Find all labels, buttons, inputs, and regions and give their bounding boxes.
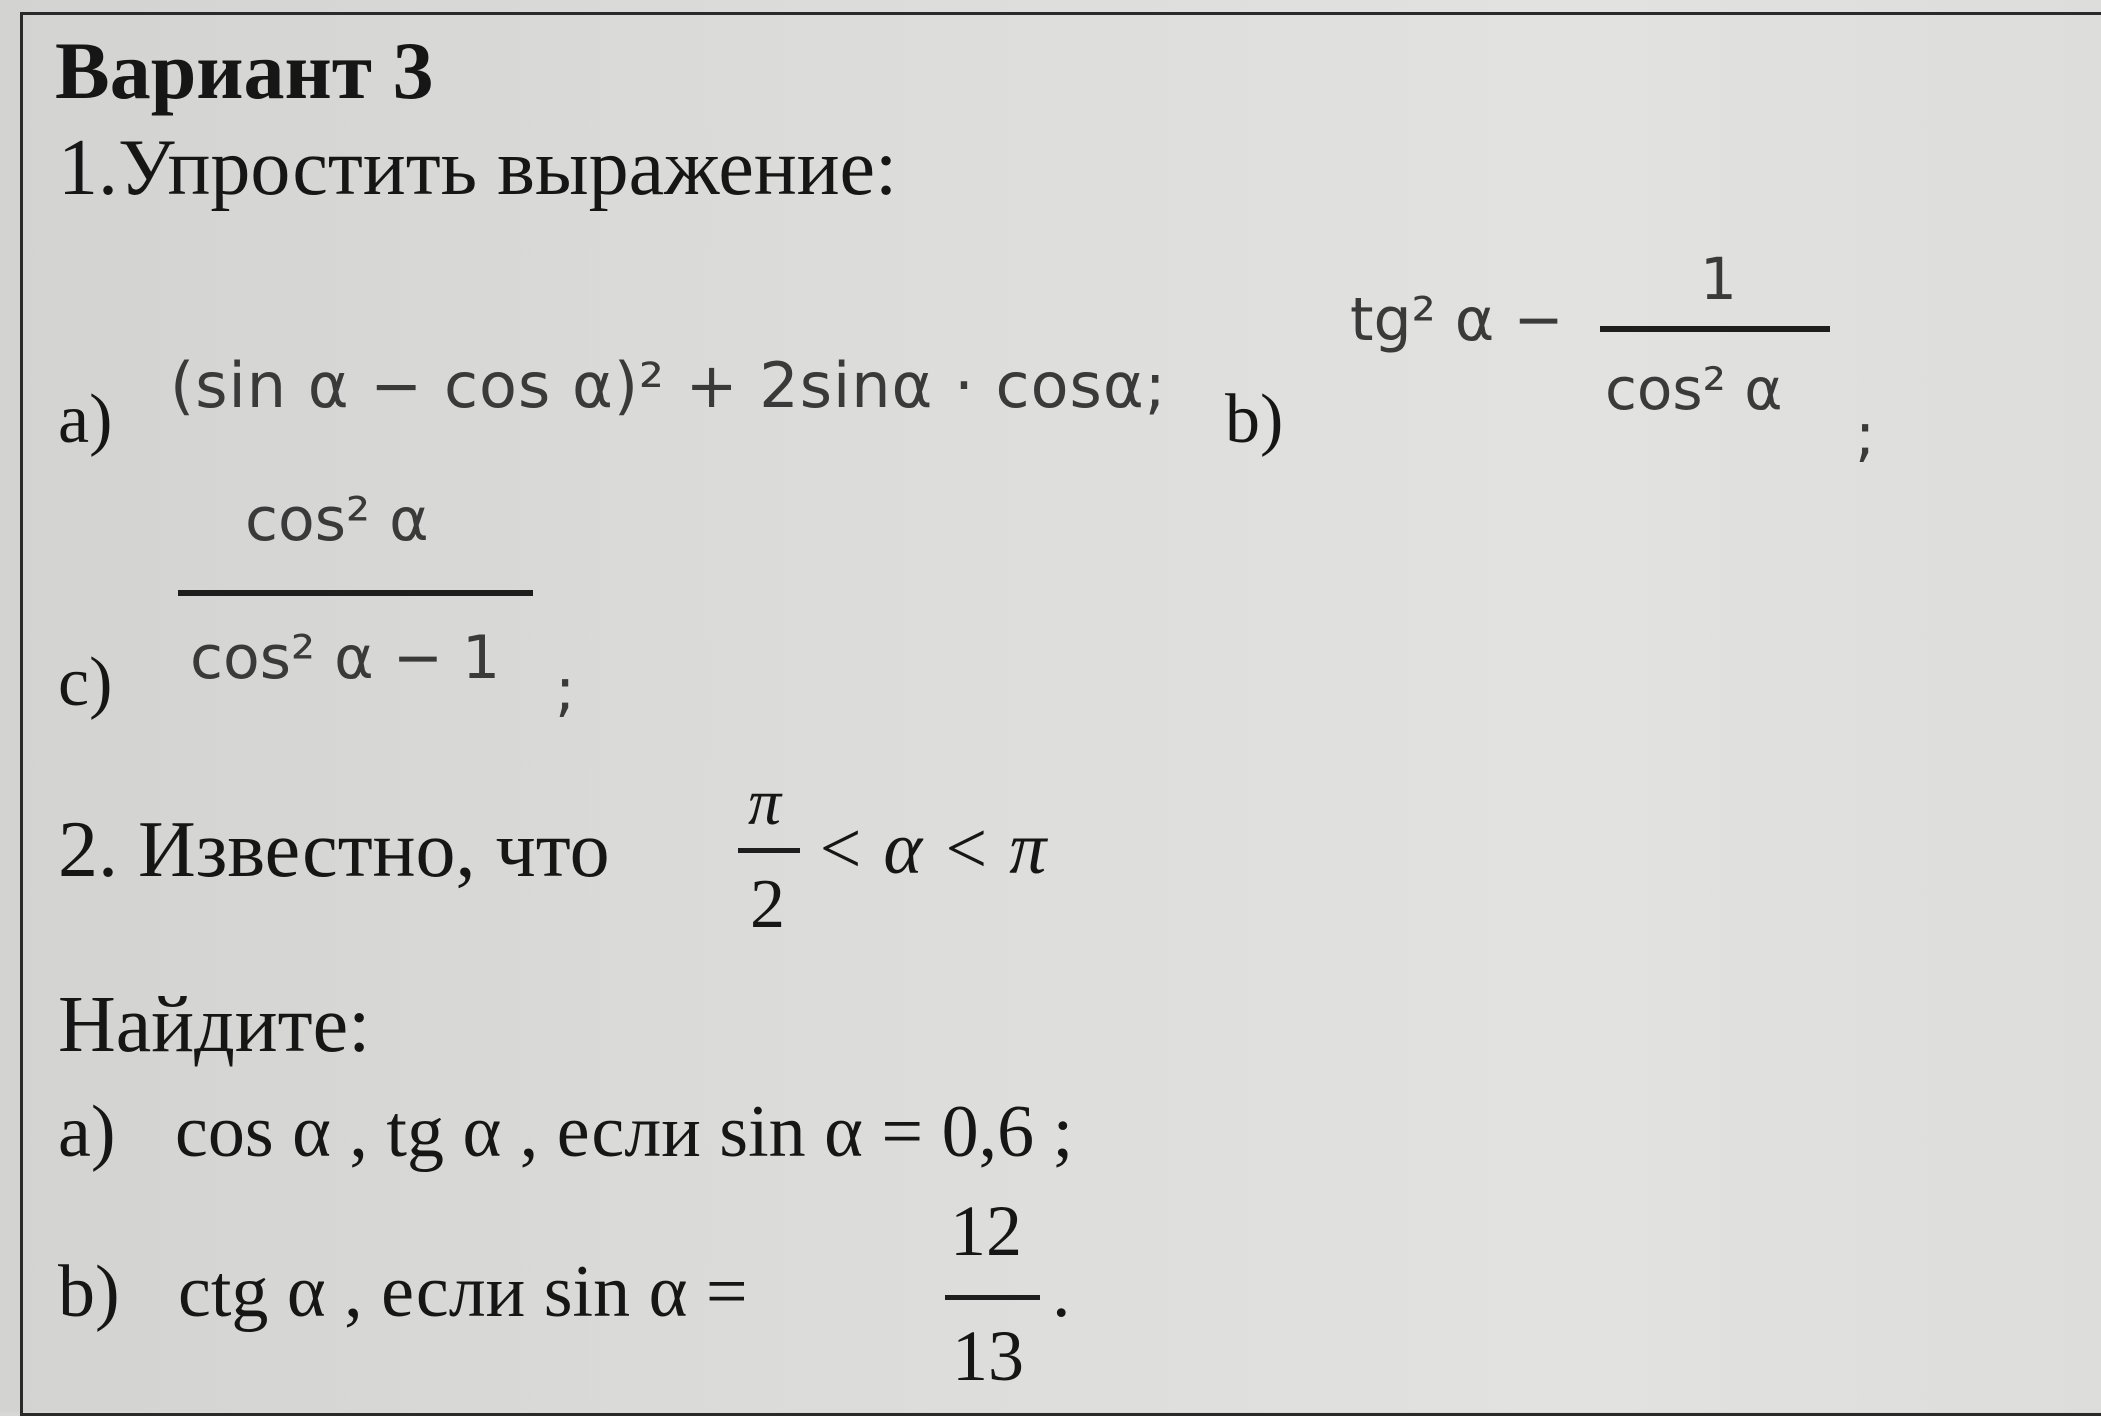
task1-a-label: a) xyxy=(58,381,113,458)
task1-a-expression: (sin α − cos α)² + 2sinα · cosα; xyxy=(170,349,1167,422)
task1-b-label: b) xyxy=(1225,381,1284,458)
task2-b-label: b) xyxy=(58,1251,120,1333)
task2-b-text: ctg α , если sin α = xyxy=(178,1251,748,1333)
task1-heading: 1.Упростить выражение: xyxy=(58,124,898,212)
task1-b-semicolon: ; xyxy=(1855,400,1876,470)
task2-condition-numerator: π xyxy=(748,766,782,839)
page-border xyxy=(20,12,2101,1416)
task1-b-numerator: 1 xyxy=(1700,245,1737,313)
task1-c-label: c) xyxy=(58,644,113,721)
task1-b-fraction-bar xyxy=(1600,326,1830,332)
task2-find-heading: Найдите: xyxy=(58,981,371,1069)
variant-title: Вариант 3 xyxy=(55,25,434,116)
task1-c-semicolon: ; xyxy=(555,655,576,725)
task2-a-label: a) xyxy=(58,1091,116,1173)
task2-b-fraction-bar xyxy=(945,1295,1040,1300)
task2-b-numerator: 12 xyxy=(950,1191,1022,1271)
task1-b-lhs: tg² α − xyxy=(1350,285,1564,355)
task2-b-denominator: 13 xyxy=(952,1316,1024,1396)
task2-a-text: cos α , tg α , если sin α = 0,6 ; xyxy=(175,1091,1074,1173)
task2-condition-denominator: 2 xyxy=(750,866,785,943)
task2-b-period: . xyxy=(1052,1251,1071,1333)
task2-condition-rest: < α < π xyxy=(815,808,1047,890)
task2-condition-fraction-bar xyxy=(738,848,800,853)
task1-c-fraction-bar xyxy=(178,590,533,596)
task1-c-numerator: cos² α xyxy=(245,485,429,555)
task2-intro: 2. Известно, что xyxy=(58,806,610,894)
task1-c-denominator: cos² α − 1 xyxy=(190,623,501,693)
task1-b-denominator: cos² α xyxy=(1605,355,1783,423)
